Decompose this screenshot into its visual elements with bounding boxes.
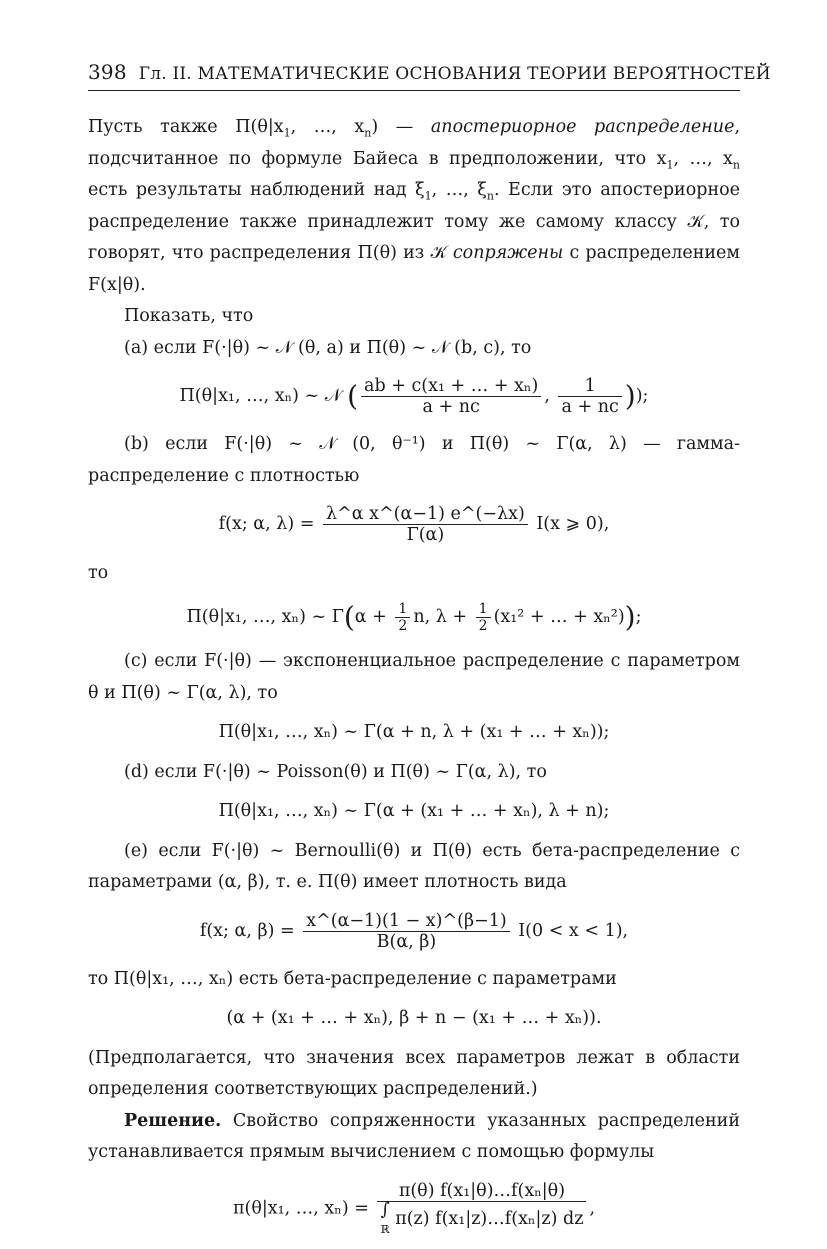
solution-label: Решение. xyxy=(124,1110,222,1131)
running-title: Гл. II. МАТЕМАТИЧЕСКИЕ ОСНОВАНИЯ ТЕОРИИ ВЕРОЯТНОСТЕЙ xyxy=(138,64,771,84)
formula-c: Π(θ|x₁, …, xₙ) ~ Γ(α + n, λ + (x₁ + … + xₙ)); xyxy=(218,722,610,743)
formula-a: Π(θ|x₁, …, xₙ) ~ 𝒩 ( $\frac{\text{ab + c(x₁ + … + xₙ)}}{a + nc}$ , $\frac{1}{a + nc}$ )); xyxy=(179,376,649,418)
solution-paragraph: Решение. Свойство сопряженности указанных распределений устанавливается прямым вычислением с помощью формулы xyxy=(88,1110,740,1163)
formula-d: Π(θ|x₁, …, xₙ) ~ Γ(α + (x₁ + … + xₙ), λ + n); xyxy=(218,801,610,822)
formula-b-density: f(x; α, λ) = $\frac{\text{λ\textasciicircum{}α x\textasciicircum{}(α−1) e\textasciicircum{}(−λx)}}{\Gamma(\alpha)}$ I(x ⩾ 0), xyxy=(218,504,610,546)
posterior-term: апостериорное распределение xyxy=(430,117,735,137)
item-e-text: (e) если F(·|θ) ~ Bernoulli(θ) и Π(θ) есть бета-распределение с параметрами (α, β), т. е. Π(θ) имеет плотность вида xyxy=(88,840,740,893)
formula-e-density: f(x; α, β) = $\frac{x\^{}(\alpha-1)(1 - x)\^{}(\beta-1)}{B(\alpha, \beta)}$ I(0 < x < 1), xyxy=(199,910,629,952)
item-a-text: (a) если F(·|θ) ~ 𝒩 (θ, a) и Π(θ) ~ 𝒩 (b, c), то xyxy=(124,337,532,358)
formula-bayes: π(θ|x₁, …, xₙ) = π(θ) f(x₁|θ)…f(xₙ|θ) ∫ ℝ π(z) f(x₁|z)…f(xₙ|z) dz , xyxy=(232,1180,596,1236)
conjugate-term: сопряжены xyxy=(452,243,564,263)
intro-paragraph: Пусть также $\Pi(\theta|x_1$, …, $x_n$) — апостериорное распределение, подсчитанное по формуле Байеса в предположении, что $x_1$, …, $x_n$ есть результаты наблюдений над $\xi_1$, …, $\xi_n$. Если это апостериорное распределение также принадлежит тому же самому классу 𝒦, то говорят, что распределения Π(θ) из 𝒦 сопряжены с распределением F(x|θ). xyxy=(88,117,741,295)
assumption-note: (Предполагается, что значения всех параметров лежат в области определения соответствующих распределений.) xyxy=(88,1047,740,1100)
formula-b-result: Π(θ|x₁, …, xₙ) ~ Γ(α + $\frac{1}{2}$ n, λ + $\frac{1}{2}$ (x₁² + … + xₙ²)); xyxy=(186,600,642,635)
page-body xyxy=(88,112,740,1249)
item-e-then: то Π(θ|x₁, …, xₙ) есть бета-распределение с параметрами xyxy=(88,968,617,989)
page-number: 398 xyxy=(88,60,127,84)
item-b-then: то xyxy=(88,562,109,583)
item-b-text: (b) если F(·|θ) ~ 𝒩 (0, θ⁻¹) и Π(θ) ~ Γ(α, λ) — гамма-распределение с плотностью xyxy=(88,434,740,486)
item-d-text: (d) если F(·|θ) ~ Poisson(θ) и Π(θ) ~ Γ(α, λ), то xyxy=(124,761,547,782)
show-line: Показать, что xyxy=(124,306,254,326)
item-c-text: (c) если F(·|θ) — экспоненциальное распределение с параметром θ и Π(θ) ~ Γ(α, λ), то xyxy=(88,651,740,703)
running-header xyxy=(88,60,771,91)
formula-e-result: (α + (x₁ + … + xₙ), β + n − (x₁ + … + xₙ)). xyxy=(226,1008,602,1029)
